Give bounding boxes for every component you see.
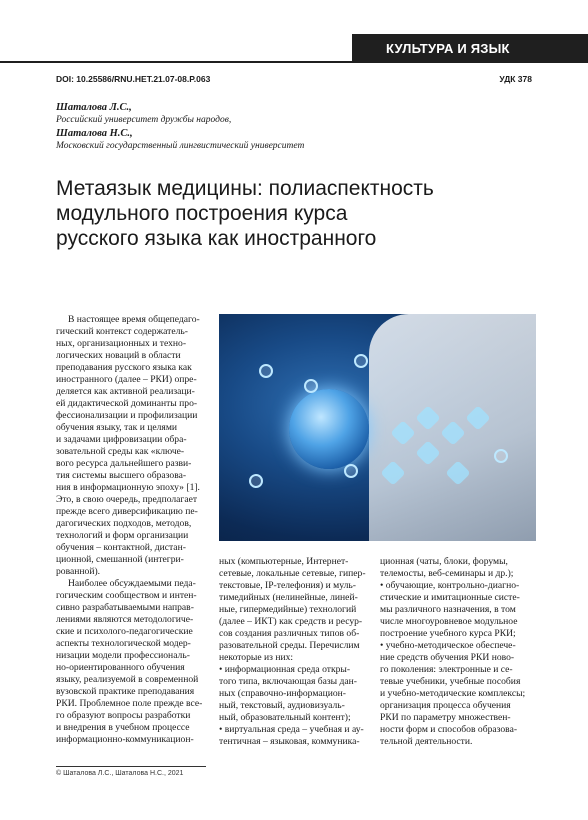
person-icon <box>249 474 263 488</box>
text-column-1 <box>56 314 206 746</box>
text-line: го образуют вопросы разработки <box>56 710 191 721</box>
article-title <box>56 176 536 251</box>
text-line: ный, текстовый, аудиовизуаль- <box>219 700 345 711</box>
text-line: технологий и форм организации <box>56 530 189 541</box>
text-line: ных (справочно-информацион- <box>219 688 346 699</box>
text-line: зовательной среды как «ключе- <box>56 446 185 457</box>
text-line: организация процесса обучения <box>380 700 511 711</box>
text-line: информационно-коммуникацион- <box>56 734 194 745</box>
text-line: и учебно-методические комплексы; <box>380 688 526 699</box>
text-line: гический контекст содержатель- <box>56 326 188 337</box>
text-line: • учебно-методическое обеспече- <box>380 640 516 651</box>
text-line: деляется как активной реализаци- <box>56 386 195 397</box>
text-line: сов создания различных типов об- <box>219 628 360 639</box>
text-line: рованной). <box>56 566 101 577</box>
meta-line <box>56 74 532 84</box>
doi: DOI: 10.25586/RNU.HET.21.07-08.P.063 <box>56 74 211 84</box>
copyright: © Шаталова Л.С., Шаталова Н.С., 2021 <box>56 770 184 777</box>
text-line: сивно разрабатываемыми направ- <box>56 602 194 613</box>
text-line: построение учебного курса РКИ; <box>380 628 516 639</box>
text-line: РКИ по параметру множествен- <box>380 712 511 723</box>
text-line: Это, в свою очередь, предполагает <box>56 494 198 505</box>
udk: УДК 378 <box>499 74 532 84</box>
text-line: го поколения: электронные и се- <box>380 664 513 675</box>
text-line: ный, образовательный контент); <box>219 712 351 723</box>
text-line: стические и имитационные систе- <box>380 592 520 603</box>
text-line: ных (компьютерные, Интернет- <box>219 556 349 567</box>
text-line: • информационная среда откры- <box>219 664 351 675</box>
text-line: прежде всего диверсификацию пе- <box>56 506 198 517</box>
text-line: РКИ. Проблемное поле прежде все- <box>56 698 203 709</box>
text-line: дагогических подходов, методов, <box>56 518 192 529</box>
author-affiliation: Московский государственный лингвистический университет <box>56 141 305 151</box>
person-icon <box>304 379 318 393</box>
globe-icon <box>289 389 369 469</box>
author-affiliation: Российский университет дружбы народов, <box>56 115 232 125</box>
authors-block <box>56 101 536 153</box>
text-line: ционной, смешанной (интегри- <box>56 554 184 565</box>
text-line: некоторые из них: <box>219 652 294 663</box>
text-line: • обучающие, контрольно-диагно- <box>380 580 520 591</box>
text-line: ных, организационных и техно- <box>56 338 187 349</box>
text-line: разовательной среды. Перечислим <box>219 640 360 651</box>
text-line: преподавания русского языка как <box>56 362 192 373</box>
title-line: модульного построения курса <box>56 202 348 225</box>
author-name: Шаталова Л.С., <box>56 102 132 113</box>
text-line: тимедийных (нелинейные, линей- <box>219 592 358 603</box>
text-line: тентичная – языковая, коммуника- <box>219 736 360 747</box>
text-line: фессионализации и профилизации <box>56 410 198 421</box>
medical-illustration <box>219 314 536 541</box>
text-line: тельной деятельности. <box>380 736 473 747</box>
section-label: КУЛЬТУРА И ЯЗЫК <box>386 40 510 56</box>
text-line: и внедрения в учебном процессе <box>56 722 190 733</box>
text-line: ности форм и способов образова- <box>380 724 518 735</box>
text-line: но-ориентированного обучения <box>56 662 185 673</box>
text-line: низации модели профессиональ- <box>56 650 190 661</box>
text-line: языку, реализуемой в современной <box>56 674 199 685</box>
text-line: лениями являются методологиче- <box>56 614 194 625</box>
author-name: Шаталова Н.С., <box>56 128 133 139</box>
author-1 <box>56 101 536 127</box>
text-line: обучения языку, так и целями <box>56 422 178 433</box>
text-column-2 <box>219 556 369 748</box>
text-line: • виртуальная среда – учебная и ау- <box>219 724 364 735</box>
text-line: ей дидактической доминанты про- <box>56 398 198 409</box>
person-icon <box>344 464 358 478</box>
title-line: Метаязык медицины: полиаспектность <box>56 177 434 200</box>
text-line: гогическим сообществом и интен- <box>56 590 197 601</box>
text-line: ционная (чаты, блоки, форумы, <box>380 556 508 567</box>
footnote-rule <box>56 766 206 767</box>
section-header <box>352 34 588 62</box>
text-line: ские и психолого-педагогические <box>56 626 193 637</box>
text-line: обучения – контактной, дистан- <box>56 542 186 553</box>
author-2 <box>56 127 536 153</box>
title-line: русского языка как иностранного <box>56 227 377 250</box>
text-line: и задачами цифровизации обра- <box>56 434 187 445</box>
text-line: тия системы высшего образова- <box>56 470 187 481</box>
person-icon <box>259 364 273 378</box>
text-line: текстовые, IP-телефония) и муль- <box>219 580 356 591</box>
text-line: тевые учебники, учебные пособия <box>380 676 521 687</box>
text-line: (далее – ИКТ) как средств и ресур- <box>219 616 363 627</box>
text-line: В настоящее время общепедаго- <box>68 314 200 325</box>
text-line: иностранного (далее – РКИ) опре- <box>56 374 197 385</box>
text-line: того типа, включающая базы дан- <box>219 676 357 687</box>
text-line: ние средств обучения РКИ ново- <box>380 652 515 663</box>
text-line: числе многоуровневое модульное <box>380 616 518 627</box>
text-line: сетевые, локальные сетевые, гипер- <box>219 568 366 579</box>
text-line: логических новаций в области <box>56 350 181 361</box>
person-icon <box>354 354 368 368</box>
text-line: телемосты, веб-семинары и др.); <box>380 568 514 579</box>
header-rule <box>0 61 588 63</box>
text-line: аспекты технологической модер- <box>56 638 191 649</box>
text-line: вого ресурса дальнейшего разви- <box>56 458 192 469</box>
text-column-3 <box>380 556 536 748</box>
text-line: мы различного назначения, в том <box>380 604 516 615</box>
text-line: ные, гипермедийные) технологий <box>219 604 357 615</box>
text-line: вузовской практике преподавания <box>56 686 195 697</box>
text-line: ния в информационную эпоху» [1]. <box>56 482 200 493</box>
text-line: Наиболее обсуждаемыми педа- <box>68 578 196 589</box>
person-icon <box>494 449 508 463</box>
